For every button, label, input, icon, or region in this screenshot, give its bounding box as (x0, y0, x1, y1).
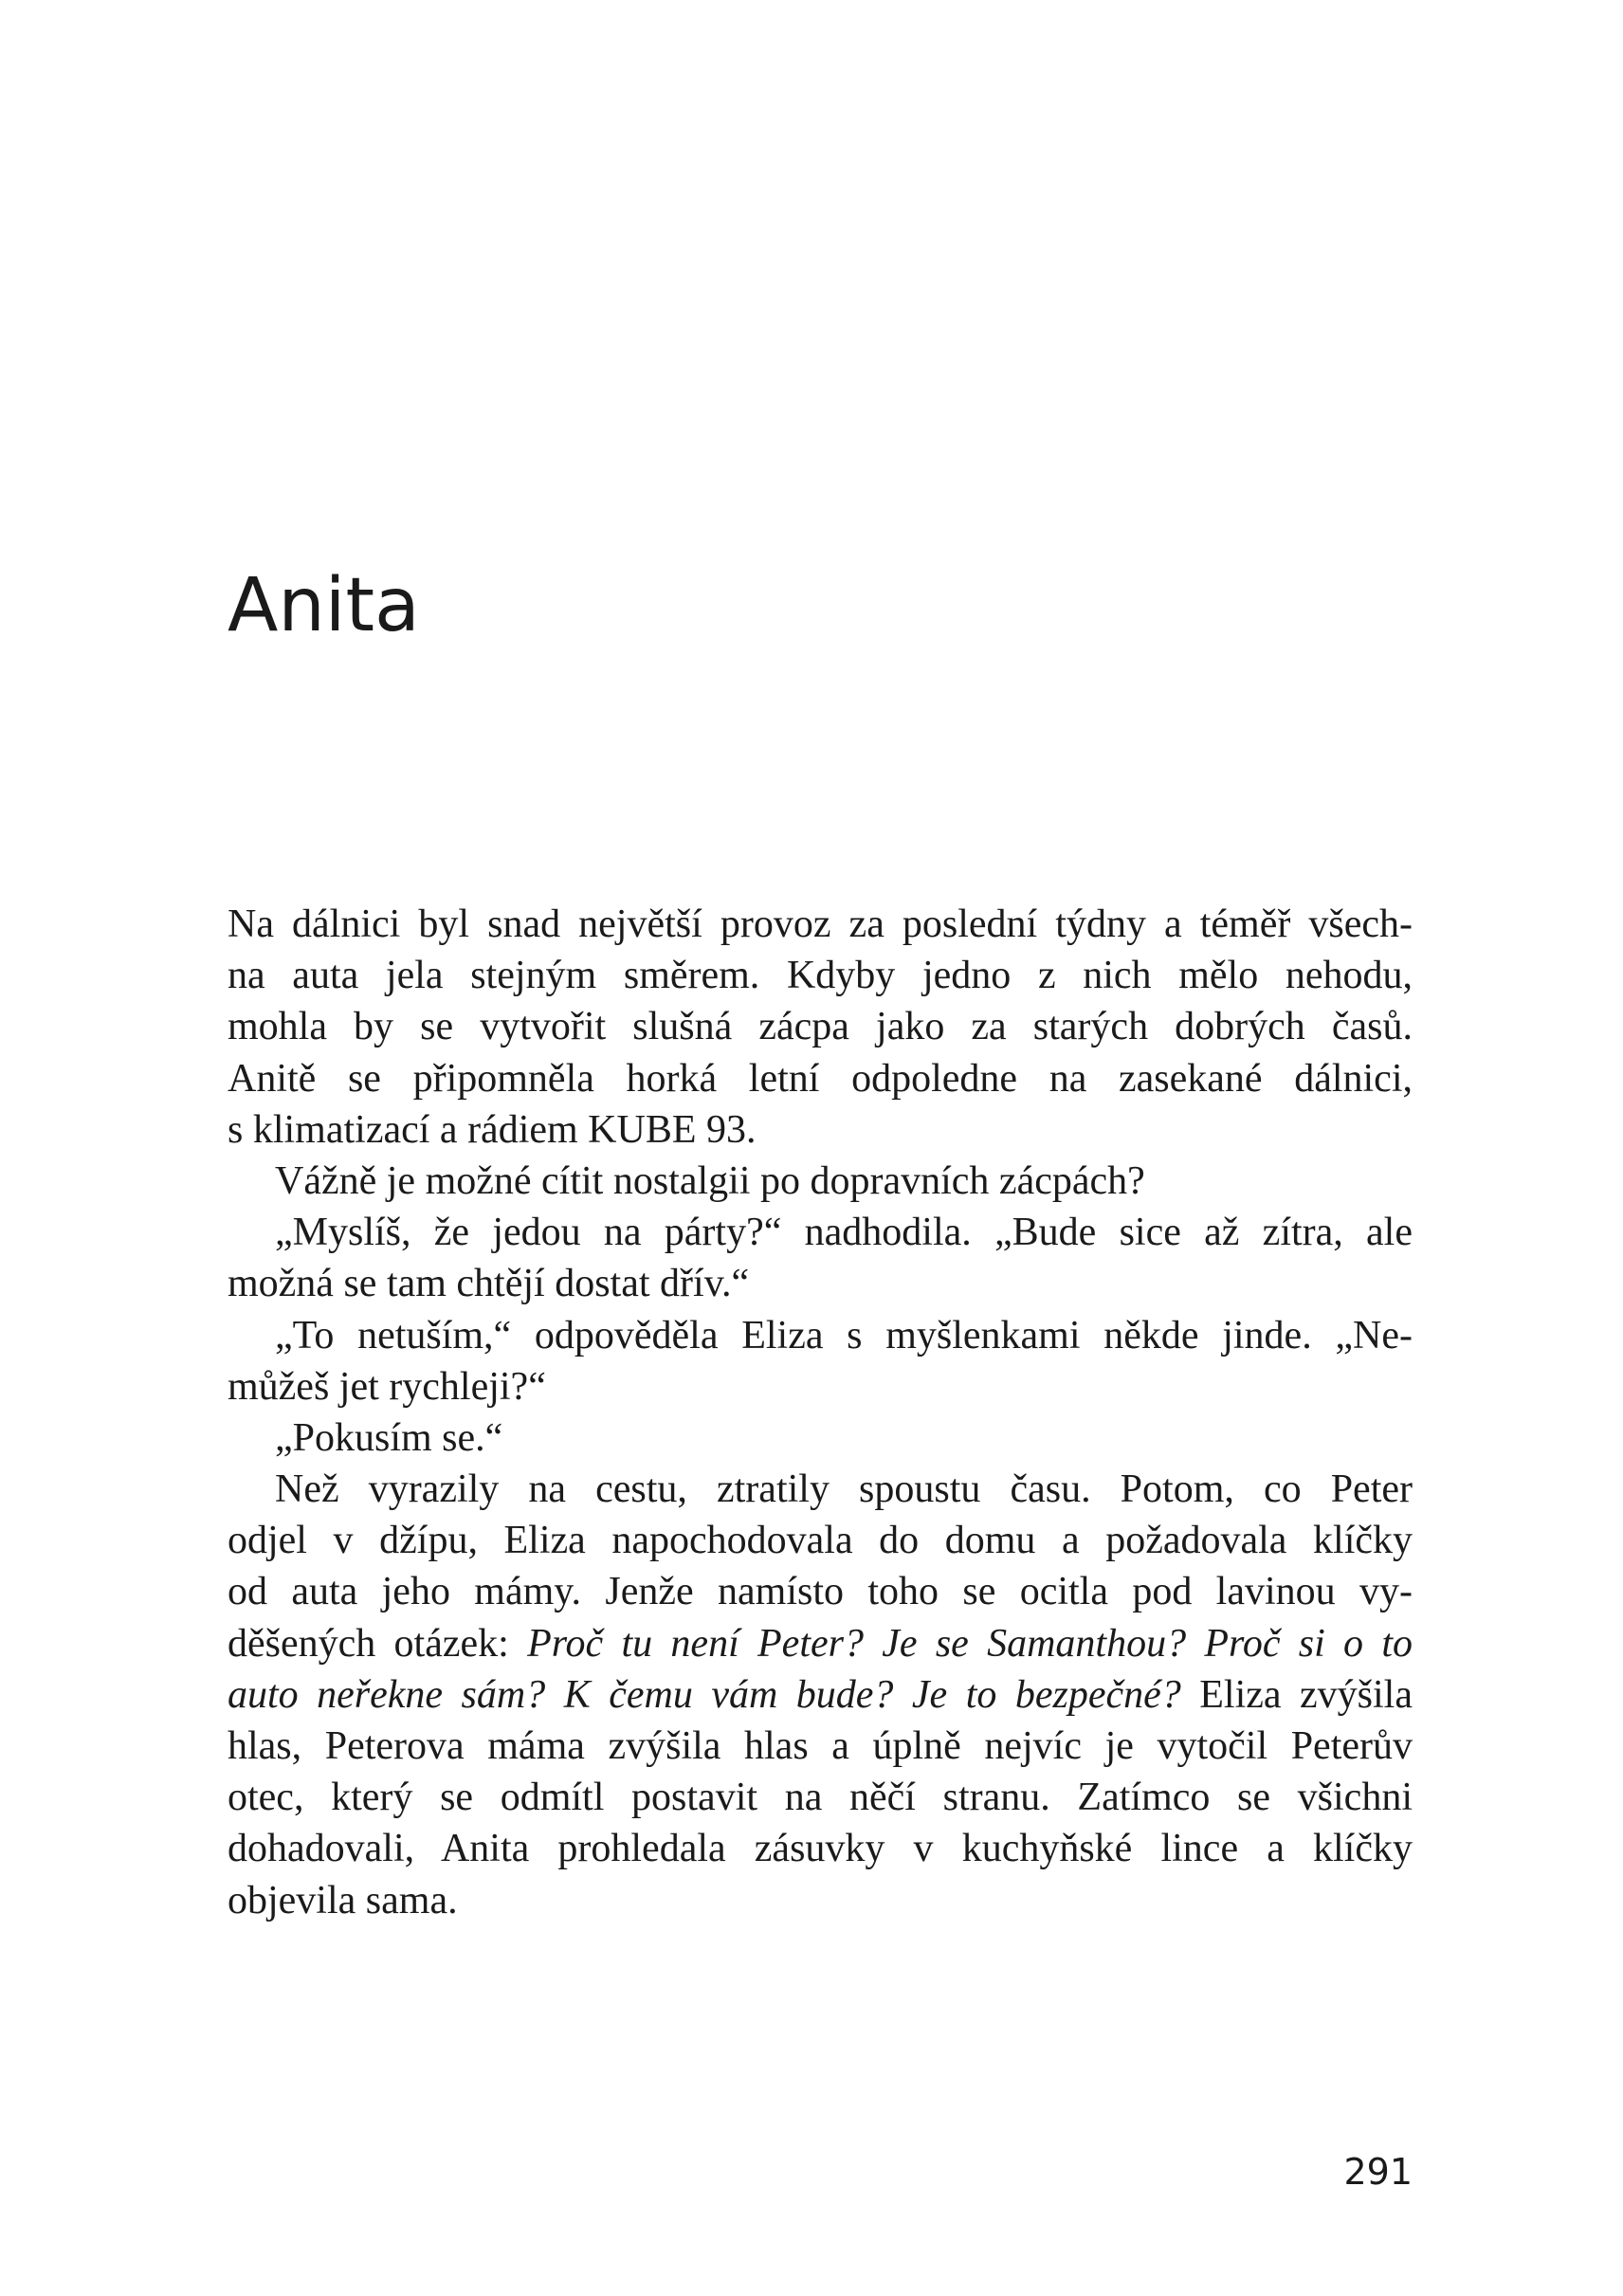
italic-text-segment: auto neřekne sám? K čemu vám bude? Je to bezpečné? (228, 1672, 1181, 1717)
text-line: možná se tam chtějí dostat dřív.“ (228, 1262, 750, 1306)
text-line: odjel v džípu, Eliza napochodovala do domu a požadovala klíčky (228, 1519, 1413, 1563)
text-line: hlas, Peterova máma zvýšila hlas a úplně nejvíc je vytočil Peterův (228, 1724, 1413, 1768)
text-line: dohadovali, Anita prohledala zásuvky v kuchyňské lince a klíčky (228, 1827, 1413, 1871)
text-line: na auta jela stejným směrem. Kdyby jedno z nich mělo nehodu, (228, 954, 1413, 998)
text-line: můžeš jet rychleji?“ (228, 1364, 546, 1409)
chapter-title: Anita (228, 563, 420, 648)
text-line: „Myslíš, že jedou na párty?“ nadhodila. „Bude sice až zítra, ale (275, 1211, 1413, 1255)
text-line: „Pokusím se.“ (275, 1415, 503, 1460)
text-line: s klimatizací a rádiem KUBE 93. (228, 1107, 757, 1152)
page-number: 291 (1343, 2151, 1413, 2193)
text-line: mohla by se vytvořit slušná zácpa jako za starých dobrých časů. (228, 1005, 1413, 1049)
text-segment: Eliza zvýšila (1180, 1672, 1413, 1717)
text-line: Vážně je možné cítit nostalgii po dopravních zácpách? (275, 1158, 1145, 1203)
text-line (228, 1618, 1413, 1669)
text-line: Než vyrazily na cestu, ztratily spoustu času. Potom, co Peter (275, 1467, 1413, 1512)
text-line: Na dálnici byl snad největší provoz za poslední týdny a téměř všech- (228, 902, 1413, 946)
text-line: „To netuším,“ odpověděla Eliza s myšlenkami někde jinde. „Ne- (275, 1313, 1413, 1358)
text-line: objevila sama. (228, 1878, 458, 1922)
text-line (228, 1669, 1413, 1721)
body-text (228, 899, 1413, 1926)
text-line: otec, který se odmítl postavit na něčí stranu. Zatímco se všichni (228, 1776, 1413, 1820)
italic-text-segment: Proč tu není Peter? Je se Samanthou? Proč si o to (527, 1621, 1413, 1666)
text-segment: děšených otázek: (228, 1621, 528, 1666)
text-line: od auta jeho mámy. Jenže namísto toho se ocitla pod lavinou vy- (228, 1570, 1413, 1614)
text-line: Anitě se připomněla horká letní odpoledne na zasekané dálnici, (228, 1056, 1413, 1101)
